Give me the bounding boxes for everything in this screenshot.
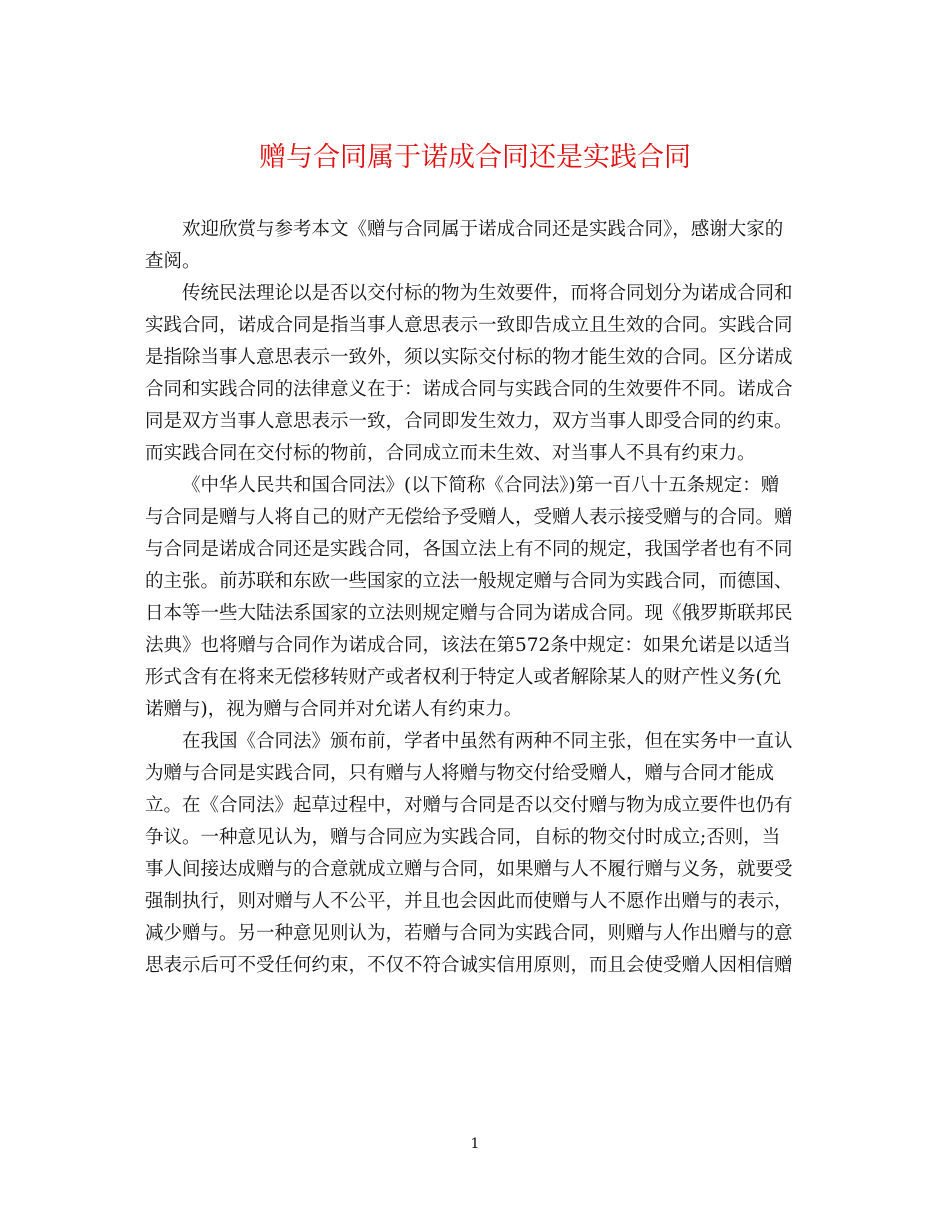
text-line: 同是双方当事人意思表示一致，合同即发生效力，双方当事人即受合同的约束。 xyxy=(145,411,793,432)
text-line: 《中华人民共和国合同法》(以下简称《合同法》)第一百八十五条规定：赠 xyxy=(182,475,780,496)
text-line: 与合同是诺成合同还是实践合同，各国立法上有不同的规定，我国学者也有不同 xyxy=(145,539,793,560)
text-line: 为赠与合同是实践合同，只有赠与人将赠与物交付给受赠人，赠与合同才能成 xyxy=(145,763,775,784)
text-line: 立。在《合同法》起草过程中，对赠与合同是否以交付赠与物为成立要件也仍有 xyxy=(145,795,793,816)
text-line: 而实践合同在交付标的物前，合同成立而未生效、对当事人不具有约束力。 xyxy=(145,443,756,464)
text-line: 诺赠与)，视为赠与合同并对允诺人有约束力。 xyxy=(145,699,523,720)
text-line: 减少赠与。另一种意见则认为，若赠与合同为实践合同，则赠与人作出赠与的意 xyxy=(145,923,793,944)
text-line: 查阅。 xyxy=(145,251,201,272)
text-line: 的主张。前苏联和东欧一些国家的立法一般规定赠与合同为实践合同，而德国、 xyxy=(145,571,793,592)
text-line: 思表示后可不受任何约束，不仅不符合诚实信用原则，而且会使受赠人因相信赠 xyxy=(145,955,793,976)
text-line: 事人间接达成赠与的合意就成立赠与合同，如果赠与人不履行赠与义务，就要受 xyxy=(145,859,793,880)
text-line: 争议。一种意见认为，赠与合同应为实践合同，自标的物交付时成立;否则，当 xyxy=(145,827,781,848)
page-number: 1 xyxy=(470,1136,480,1152)
text-line: 合同和实践合同的法律意义在于：诺成合同与实践合同的生效要件不同。诺成合 xyxy=(145,379,793,400)
document-body xyxy=(145,214,807,982)
text-line: 形式含有在将来无偿移转财产或者权利于特定人或者解除某人的财产性义务(允 xyxy=(145,667,782,688)
text-line: 实践合同，诺成合同是指当事人意思表示一致即告成立且生效的合同。实践合同 xyxy=(145,315,793,336)
text-line: 是指除当事人意思表示一致外，须以实际交付标的物才能生效的合同。区分诺成 xyxy=(145,347,793,368)
text-line: 日本等一些大陆法系国家的立法则规定赠与合同为诺成合同。现《俄罗斯联邦民 xyxy=(145,603,793,624)
text-line: 传统民法理论以是否以交付标的物为生效要件，而将合同划分为诺成合同和 xyxy=(182,283,793,304)
text-line: 与合同是赠与人将自己的财产无偿给予受赠人，受赠人表示接受赠与的合同。赠 xyxy=(145,507,793,528)
text-line: 欢迎欣赏与参考本文《赠与合同属于诺成合同还是实践合同》，感谢大家的 xyxy=(182,219,784,240)
text-line: 法典》也将赠与合同作为诺成合同，该法在第572条中规定：如果允诺是以适当 xyxy=(145,635,791,656)
text-line: 在我国《合同法》颁布前，学者中虽然有两种不同主张，但在实务中一直认 xyxy=(182,731,793,752)
text-line: 强制执行，则对赠与人不公平，并且也会因此而使赠与人不愿作出赠与的表示， xyxy=(145,891,793,912)
document-title: 赠与合同属于诺成合同还是实践合同 xyxy=(259,142,691,173)
